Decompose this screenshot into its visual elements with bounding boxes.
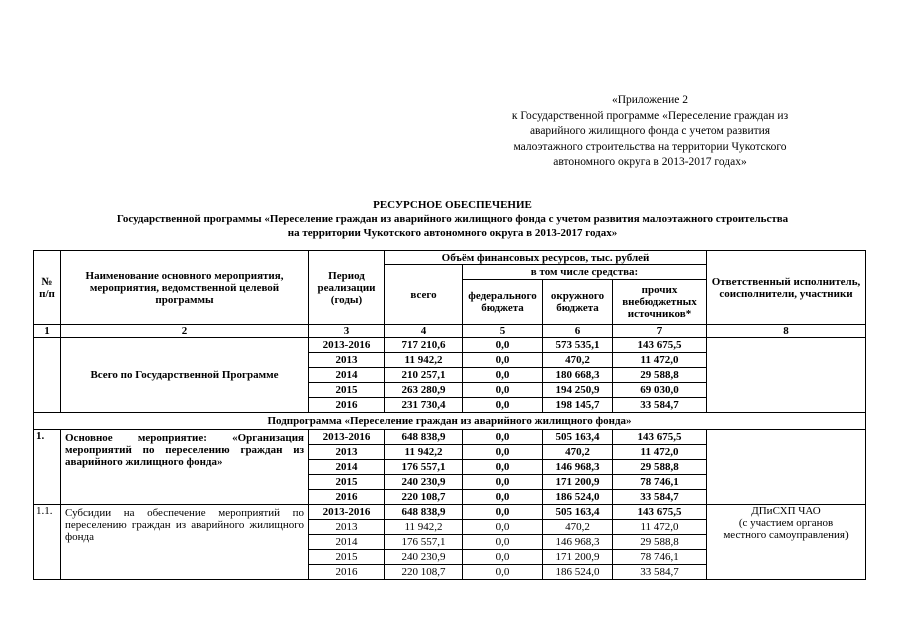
period-cell: 2014	[309, 368, 385, 383]
federal-cell: 0,0	[463, 475, 543, 490]
district-cell: 573 535,1	[543, 338, 613, 353]
federal-cell: 0,0	[463, 368, 543, 383]
column-number: 1	[34, 325, 61, 338]
column-number: 8	[707, 325, 866, 338]
num-cell: 1.	[34, 430, 61, 505]
activity-label: Субсидии на обеспечение мероприятий по переселению граждан из аварийного жилищного фонда	[61, 505, 309, 580]
federal-cell: 0,0	[463, 338, 543, 353]
header-responsible: Ответственный исполнитель, соисполнители, участники	[707, 251, 866, 325]
num-cell: 1.1.	[34, 505, 61, 580]
district-cell: 505 163,4	[543, 430, 613, 445]
federal-cell: 0,0	[463, 550, 543, 565]
district-cell: 146 968,3	[543, 535, 613, 550]
main-activity-label: Основное мероприятие: «Организация мероприятий по переселению граждан из аварийного жилищного фонда»	[61, 430, 309, 505]
appendix-note	[470, 93, 830, 171]
federal-cell: 0,0	[463, 398, 543, 413]
other-cell: 143 675,5	[613, 505, 707, 520]
period-cell: 2016	[309, 398, 385, 413]
num-cell	[34, 338, 61, 413]
total-cell: 11 942,2	[385, 445, 463, 460]
federal-cell: 0,0	[463, 565, 543, 580]
subprogram-title: Подпрограмма «Переселение граждан из аварийного жилищного фонда»	[34, 413, 866, 430]
total-cell: 231 730,4	[385, 398, 463, 413]
district-cell: 171 200,9	[543, 475, 613, 490]
federal-cell: 0,0	[463, 430, 543, 445]
responsible-cell	[707, 430, 866, 505]
document-subtitle-line1: Государственной программы «Переселение граждан из аварийного жилищного фонда с учетом развития малоэтажного строительства	[116, 213, 789, 225]
other-cell: 69 030,0	[613, 383, 707, 398]
period-cell: 2013-2016	[309, 505, 385, 520]
period-cell: 2016	[309, 490, 385, 505]
header-total: всего	[385, 265, 463, 325]
header-row	[34, 251, 866, 265]
federal-cell: 0,0	[463, 520, 543, 535]
column-number: 3	[309, 325, 385, 338]
appendix-line: к Государственной программе «Переселение граждан из	[511, 109, 789, 122]
total-label: Всего по Государственной Программе	[61, 338, 309, 413]
total-cell: 263 280,9	[385, 383, 463, 398]
total-cell: 717 210,6	[385, 338, 463, 353]
total-cell: 220 108,7	[385, 565, 463, 580]
total-cell: 240 230,9	[385, 475, 463, 490]
period-cell: 2013	[309, 445, 385, 460]
header-including: в том числе средства:	[463, 265, 707, 280]
appendix-line: малоэтажного строительства на территории Чукотского	[513, 140, 787, 153]
district-cell: 186 524,0	[543, 565, 613, 580]
other-cell: 143 675,5	[613, 430, 707, 445]
header-name: Наименование основного мероприятия, мероприятия, ведомственной целевой программы	[61, 251, 309, 325]
district-cell: 198 145,7	[543, 398, 613, 413]
document-title: РЕСУРСНОЕ ОБЕСПЕЧЕНИЕ	[373, 199, 532, 211]
federal-cell: 0,0	[463, 490, 543, 505]
table-row	[34, 338, 866, 353]
appendix-line: «Приложение 2	[611, 94, 689, 106]
period-cell: 2013-2016	[309, 430, 385, 445]
appendix-line: аварийного жилищного фонда с учетом развития	[529, 125, 771, 137]
total-cell: 11 942,2	[385, 520, 463, 535]
federal-cell: 0,0	[463, 383, 543, 398]
district-cell: 180 668,3	[543, 368, 613, 383]
other-cell: 29 588,8	[613, 368, 707, 383]
header-finance: Объём финансовых ресурсов, тыс. рублей	[385, 251, 707, 265]
appendix-line: автономного округа в 2013-2017 годах»	[553, 156, 747, 168]
column-number: 7	[613, 325, 707, 338]
other-cell: 11 472,0	[613, 520, 707, 535]
district-cell: 505 163,4	[543, 505, 613, 520]
total-cell: 648 838,9	[385, 505, 463, 520]
period-cell: 2014	[309, 460, 385, 475]
subprogram-row	[34, 413, 866, 430]
column-number: 4	[385, 325, 463, 338]
responsible-line: ДПиСХП ЧАО	[751, 505, 821, 517]
federal-cell: 0,0	[463, 353, 543, 368]
other-cell: 78 746,1	[613, 550, 707, 565]
header-num: № п/п	[34, 251, 61, 325]
responsible-cell	[707, 505, 866, 580]
responsible-cell	[707, 338, 866, 413]
other-cell: 33 584,7	[613, 565, 707, 580]
other-cell: 78 746,1	[613, 475, 707, 490]
resource-table	[33, 250, 866, 580]
column-number: 2	[61, 325, 309, 338]
column-number: 6	[543, 325, 613, 338]
period-cell: 2016	[309, 565, 385, 580]
federal-cell: 0,0	[463, 505, 543, 520]
other-cell: 143 675,5	[613, 338, 707, 353]
other-cell: 11 472,0	[613, 353, 707, 368]
other-cell: 29 588,8	[613, 535, 707, 550]
period-cell: 2013	[309, 353, 385, 368]
total-cell: 648 838,9	[385, 430, 463, 445]
column-number: 5	[463, 325, 543, 338]
responsible-line: (с участием органов	[738, 517, 834, 529]
table-row	[34, 430, 866, 445]
period-cell: 2015	[309, 550, 385, 565]
federal-cell: 0,0	[463, 445, 543, 460]
period-cell: 2015	[309, 475, 385, 490]
total-cell: 210 257,1	[385, 368, 463, 383]
responsible-line: местного самоуправления)	[723, 529, 849, 541]
district-cell: 470,2	[543, 445, 613, 460]
header-other: прочих внебюджетных источников*	[613, 280, 707, 325]
federal-cell: 0,0	[463, 535, 543, 550]
period-cell: 2013-2016	[309, 338, 385, 353]
total-cell: 176 557,1	[385, 535, 463, 550]
total-cell: 240 230,9	[385, 550, 463, 565]
other-cell: 33 584,7	[613, 490, 707, 505]
column-number-row	[34, 325, 866, 338]
period-cell: 2013	[309, 520, 385, 535]
header-federal: федерального бюджета	[463, 280, 543, 325]
district-cell: 470,2	[543, 520, 613, 535]
other-cell: 11 472,0	[613, 445, 707, 460]
federal-cell: 0,0	[463, 460, 543, 475]
header-period: Период реализации (годы)	[309, 251, 385, 325]
district-cell: 146 968,3	[543, 460, 613, 475]
other-cell: 33 584,7	[613, 398, 707, 413]
document-subtitle-line2: на территории Чукотского автономного округа в 2013-2017 годах»	[287, 227, 618, 239]
header-district: окружного бюджета	[543, 280, 613, 325]
total-cell: 220 108,7	[385, 490, 463, 505]
period-cell: 2015	[309, 383, 385, 398]
district-cell: 470,2	[543, 353, 613, 368]
district-cell: 194 250,9	[543, 383, 613, 398]
district-cell: 171 200,9	[543, 550, 613, 565]
period-cell: 2014	[309, 535, 385, 550]
district-cell: 186 524,0	[543, 490, 613, 505]
total-cell: 11 942,2	[385, 353, 463, 368]
other-cell: 29 588,8	[613, 460, 707, 475]
table-row	[34, 505, 866, 520]
total-cell: 176 557,1	[385, 460, 463, 475]
